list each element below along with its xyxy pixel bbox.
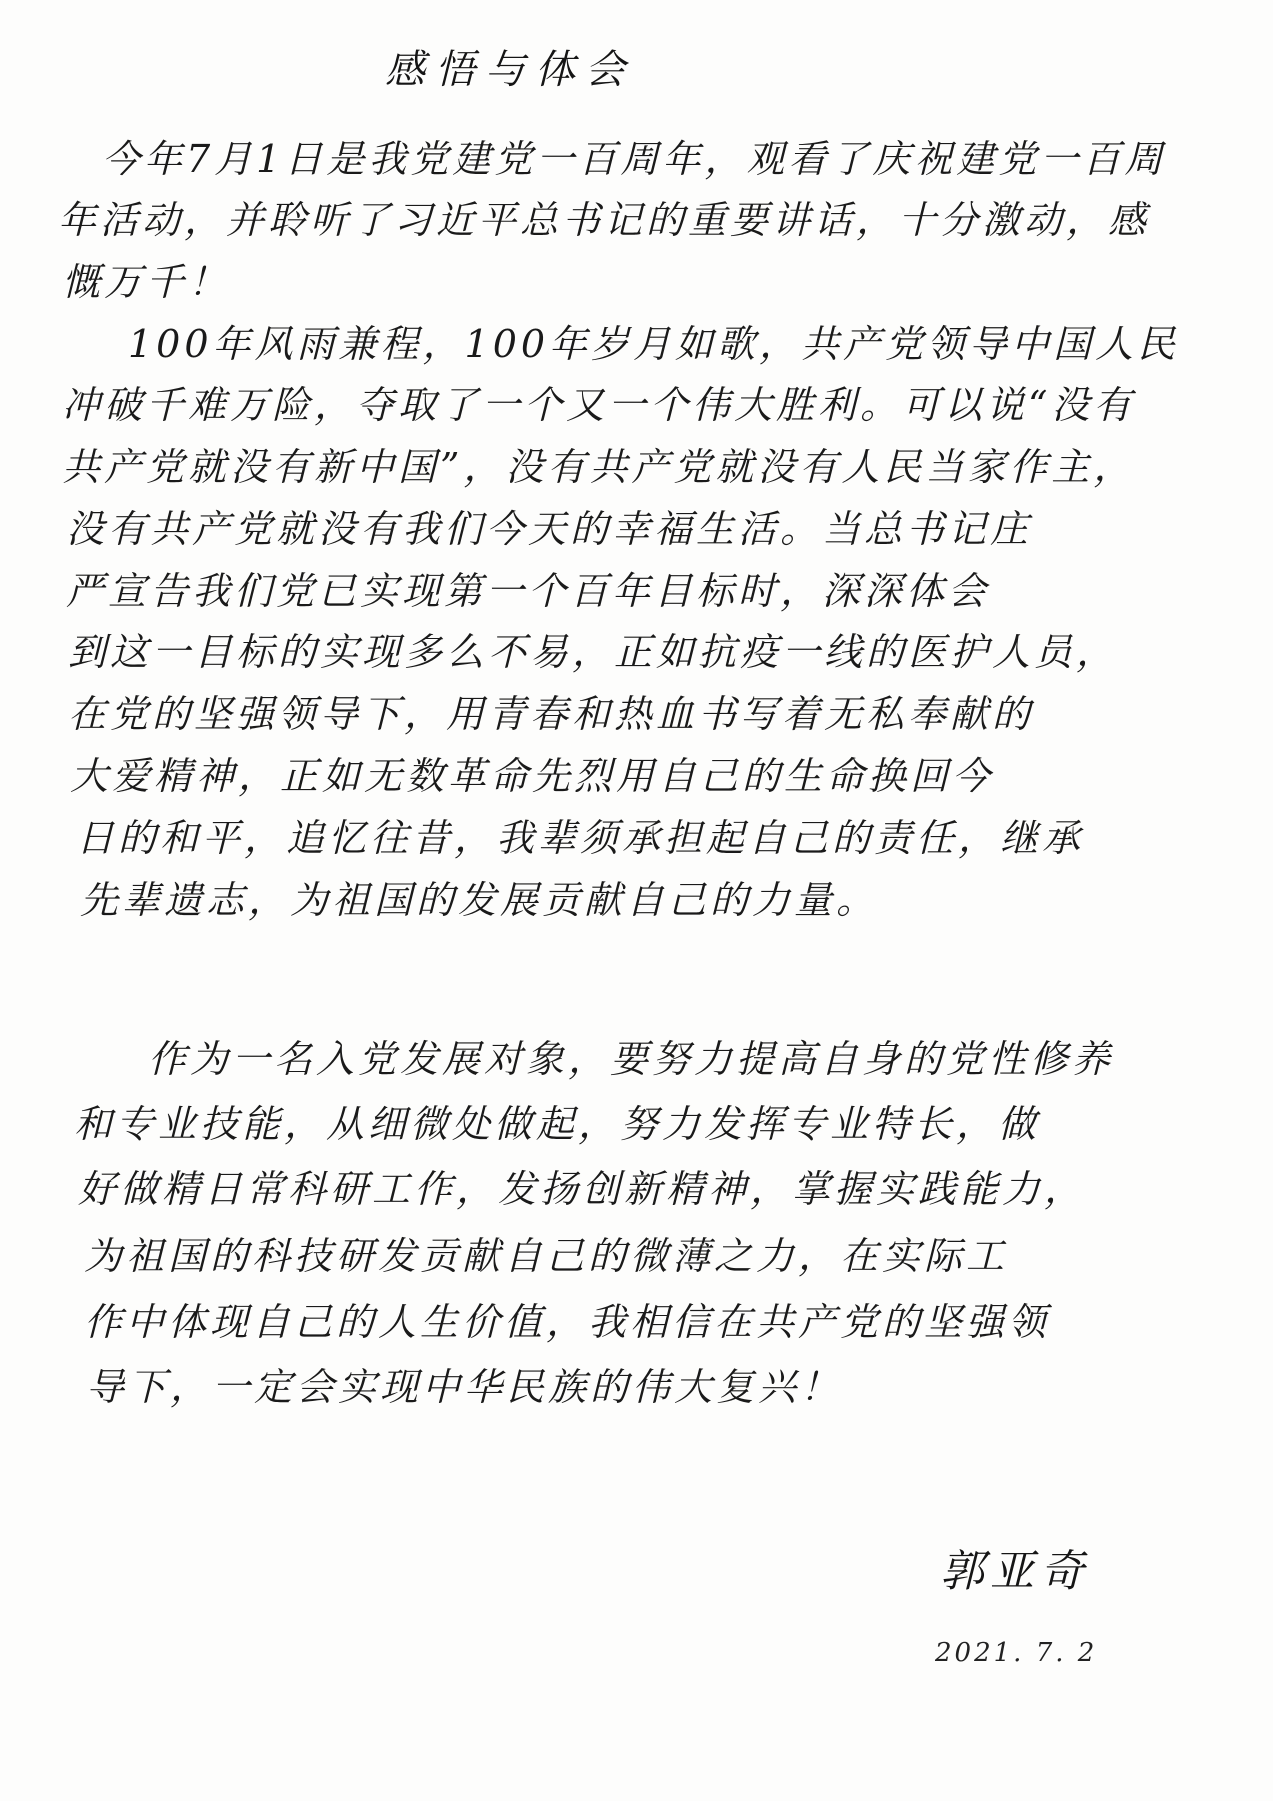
text-line: 作为一名入党发展对象，要努力提高自身的党性修养 xyxy=(148,1037,1115,1081)
text-line: 日的和平，追忆往昔，我辈须承担起自己的责任，继承 xyxy=(76,816,1085,860)
text-line: 没有共产党就没有我们今天的幸福生活。当总书记庄 xyxy=(66,507,1033,551)
page-title: 感悟与体会 xyxy=(385,47,635,93)
text-line: 作中体现自己的人生价值，我相信在共产党的坚强领 xyxy=(84,1300,1051,1344)
text-line: 导下，一定会实现中华民族的伟大复兴！ xyxy=(86,1365,843,1409)
text-line: 慨万千！ xyxy=(62,260,231,304)
text-line: 冲破千难万险，夺取了一个又一个伟大胜利。可以说“没有 xyxy=(62,383,1136,427)
text-line: 和专业技能，从细微处做起，努力发挥专业特长，做 xyxy=(74,1102,1041,1146)
text-line: 共产党就没有新中国”，没有共产党就没有人民当家作主， xyxy=(62,445,1136,489)
text-line: 年活动，并聆听了习近平总书记的重要讲话，十分激动，感 xyxy=(58,198,1151,242)
text-line: 为祖国的科技研发贡献自己的微薄之力，在实际工 xyxy=(84,1234,1009,1278)
text-line: 到这一目标的实现多么不易，正如抗疫一线的医护人员， xyxy=(68,630,1119,674)
text-line: 在党的坚强领导下，用青春和热血书写着无私奉献的 xyxy=(68,692,1035,736)
text-line: 大爱精神，正如无数革命先烈用自己的生命换回今 xyxy=(70,754,995,798)
text-line: 严宣告我们党已实现第一个百年目标时，深深体会 xyxy=(66,569,991,613)
signature: 郭亚奇 xyxy=(940,1546,1090,1597)
text-line: 100年风雨兼程，100年岁月如歌，共产党领导中国人民 xyxy=(128,322,1180,366)
text-line: 今年7月1日是我党建党一百周年，观看了庆祝建党一百周 xyxy=(102,137,1167,181)
text-line: 先辈遗志，为祖国的发展贡献自己的力量。 xyxy=(80,878,879,922)
text-line: 好做精日常科研工作，发扬创新精神，掌握实践能力， xyxy=(78,1167,1087,1211)
signature-date: 2021. 7. 2 xyxy=(935,1638,1098,1668)
